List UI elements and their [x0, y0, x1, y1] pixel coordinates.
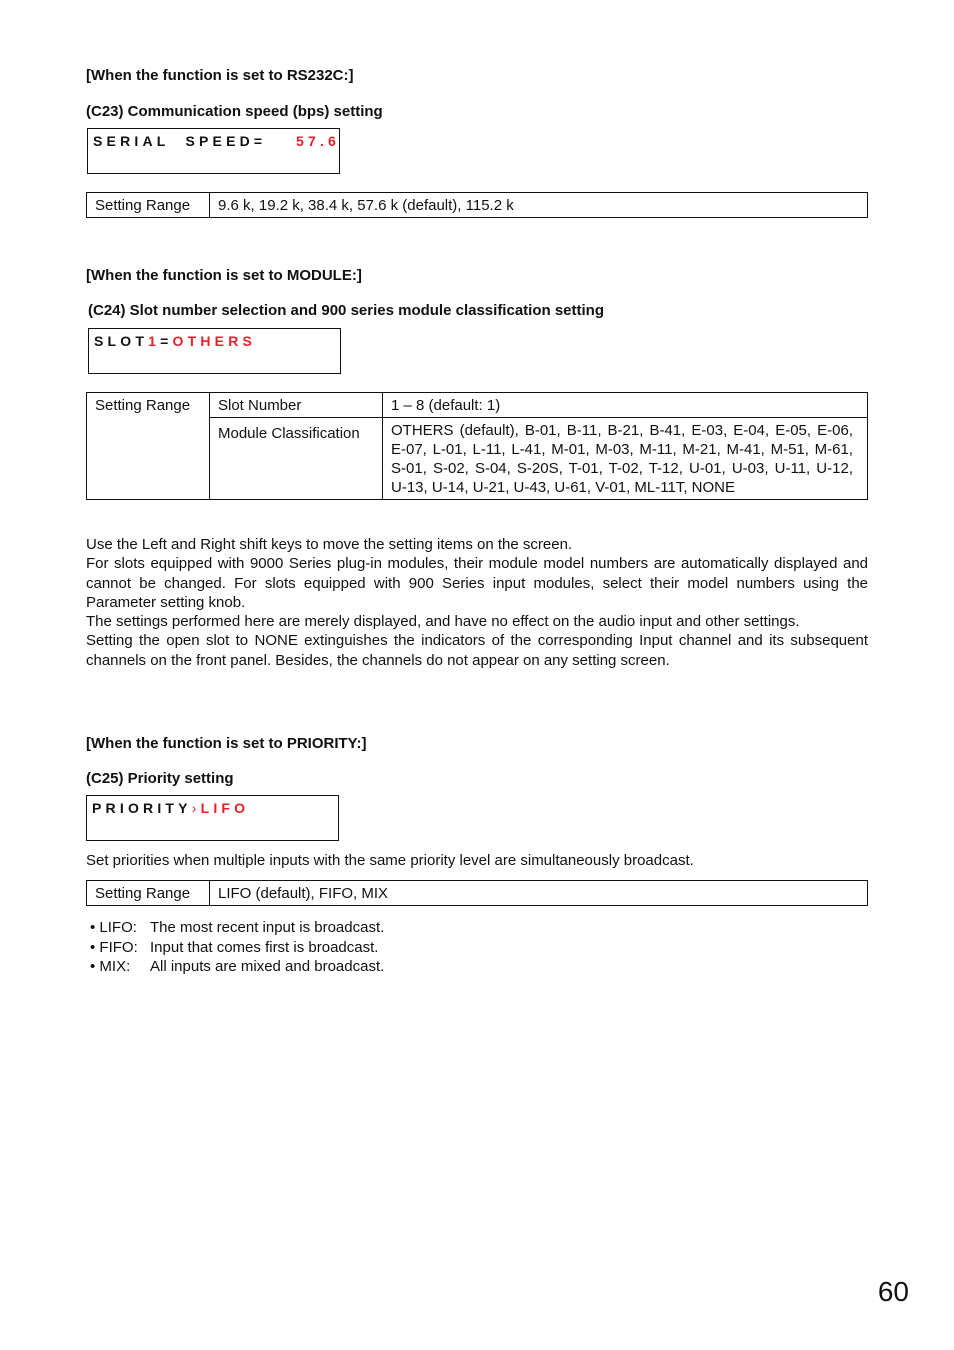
module-range-table — [86, 392, 868, 500]
range-label-cell: Setting Range — [87, 193, 210, 218]
range-value-cell: 9.6 k, 19.2 k, 38.4 k, 57.6 k (default), 115.2 k — [210, 193, 868, 218]
bullet-key: • FIFO: — [90, 938, 138, 956]
priority-lcd — [86, 795, 339, 841]
module-notes — [86, 535, 868, 670]
slot-lcd-value: OTHERS — [172, 333, 257, 349]
bullet-key: • MIX: — [90, 958, 131, 975]
bullet-text: The most recent input is broadcast. — [150, 919, 385, 936]
list-item — [90, 938, 384, 958]
slot-lcd-equals: = — [160, 333, 173, 349]
slot-lcd — [88, 328, 341, 374]
serial-speed-lcd-label: SERIAL SPEED= — [93, 133, 267, 149]
slot-number-name-cell: Slot Number — [210, 393, 383, 418]
module-heading: [When the function is set to MODULE:] — [86, 267, 362, 284]
range-value-cell: LIFO (default), FIFO, MIX — [210, 881, 868, 906]
range-label-cell: Setting Range — [87, 881, 210, 906]
priority-lcd-text — [92, 800, 249, 816]
bullet-text: Input that comes first is broadcast. — [150, 938, 379, 956]
note-paragraph: For slots equipped with 9000 Series plug-in modules, their module model numbers are automatically displayed and cannot be changed. For slots equipped with 900 Series input modules, select their model numbers using the Parameter setting knob. — [86, 555, 868, 611]
c23-subheading: (C23) Communication speed (bps) setting — [86, 103, 383, 120]
serial-speed-range-table — [86, 192, 868, 218]
page-number: 60 — [877, 1276, 909, 1307]
rs232c-heading: [When the function is set to RS232C:] — [86, 67, 354, 84]
module-class-name-cell: Module Classification — [210, 418, 383, 500]
chevron-right-icon: › — [191, 800, 201, 816]
bullet-text: All inputs are mixed and broadcast. — [150, 958, 385, 975]
serial-speed-lcd — [87, 128, 340, 174]
priority-lcd-label: PRIORITY — [92, 800, 192, 816]
priority-heading: [When the function is set to PRIORITY:] — [86, 735, 367, 752]
c24-subheading: (C24) Slot number selection and 900 series module classification setting — [88, 302, 604, 319]
list-item — [90, 957, 384, 977]
priority-description: Set priorities when multiple inputs with the same priority level are simultaneously broadcast. — [86, 852, 694, 869]
module-class-value-cell: OTHERS (default), B-01, B-11, B-21, B-41, E-03, E-04, E-05, E-06, E-07, L-01, L-11, L-41, M-01, M-03, M-11, M-21, M-41, M-51, M-61, S-01, S-02, S-04, S-20S, T-01, T-02, T-12, U-01, U-03, U-11, U-12, U-13, U-14, U-21, U-43, U-61, V-01, ML-11T, NONE — [383, 418, 868, 500]
note-paragraph: Use the Left and Right shift keys to move the setting items on the screen. — [86, 536, 573, 553]
slot-lcd-number: 1 — [148, 333, 161, 349]
serial-speed-lcd-value: 57.6 — [296, 133, 341, 149]
c25-subheading: (C25) Priority setting — [86, 770, 234, 787]
priority-range-table — [86, 880, 868, 906]
slot-lcd-label: SLOT — [94, 333, 149, 349]
list-item — [90, 918, 384, 938]
priority-lcd-value: LIFO — [200, 800, 250, 816]
range-label-cell: Setting Range — [87, 393, 210, 500]
slot-number-value-cell: 1 – 8 (default: 1) — [383, 393, 868, 418]
priority-bullet-list — [90, 918, 384, 977]
note-paragraph: The settings performed here are merely displayed, and have no effect on the audio input and other settings. — [86, 613, 800, 631]
note-paragraph: Setting the open slot to NONE extinguishes the indicators of the corresponding Input channel and its subsequent channels on the front panel. Besides, the channels do not appear on any setting screen. — [86, 632, 868, 669]
bullet-key: • LIFO: — [90, 919, 137, 936]
slot-lcd-text — [94, 333, 256, 349]
